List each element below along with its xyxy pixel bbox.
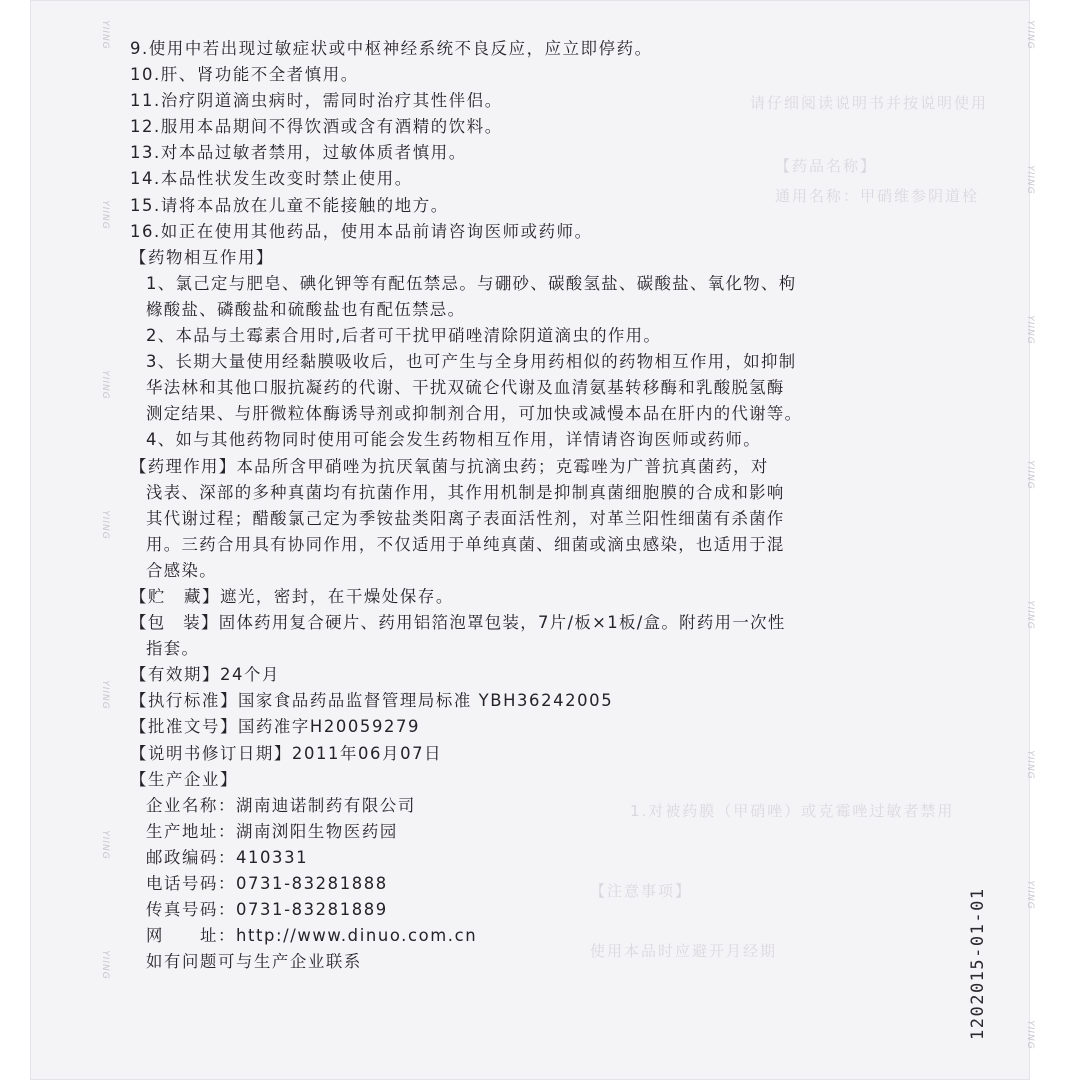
precautions-list: [130, 36, 960, 245]
packaging-line: 指套。: [146, 639, 200, 659]
show-through-text: 1.对被药膜（甲硝唑）或克霉唑过敏者禁用: [630, 802, 955, 820]
interaction-line: 3、长期大量使用经黏膜吸收后，也可产生与全身用药相似的药物相互作用，如抑制: [146, 352, 797, 372]
watermark-logo: YIING: [99, 950, 110, 980]
production-address: 生产地址：湖南浏阳生物医药园: [146, 821, 398, 841]
interaction-line: 2、本品与土霉素合用时,后者可干扰甲硝唑清除阴道滴虫的作用。: [146, 326, 662, 346]
precaution-item: 15.请将本品放在儿童不能接触的地方。: [130, 195, 449, 215]
pharmacology-line: 【药理作用】本品所含甲硝唑为抗厌氧菌与抗滴虫药；克霉唑为广普抗真菌药，对: [130, 456, 769, 476]
watermark-logo: YIING: [1024, 165, 1035, 195]
watermark-logo: YIING: [99, 200, 110, 230]
show-through-text: 【注意事项】: [590, 882, 693, 900]
precaution-item: 16.如正在使用其他药品，使用本品前请咨询医师或药师。: [130, 221, 593, 241]
watermark-logo: YIING: [1024, 1020, 1035, 1050]
fax-number: 传真号码：0731-83281889: [146, 900, 388, 920]
precaution-item: 11.治疗阴道滴虫病时，需同时治疗其性伴侣。: [130, 91, 503, 111]
show-through-text: 使用本品时应避开月经期: [590, 942, 778, 960]
watermark-logo: YIING: [1024, 20, 1035, 50]
leaflet-text: [130, 36, 960, 975]
approval-line: 【批准文号】国药准字H20059279: [130, 717, 421, 737]
website: 网 址：http://www.dinuo.com.cn: [146, 926, 478, 946]
show-through-text: 【药品名称】: [775, 157, 878, 175]
watermark-logo: YIING: [99, 370, 110, 400]
interaction-line: 4、如与其他药物同时使用可能会发生药物相互作用，详情请咨询医师或药师。: [146, 430, 761, 450]
watermark-logo: YIING: [99, 510, 110, 540]
phone-number: 电话号码：0731-83281888: [146, 874, 388, 893]
precaution-item: 12.服用本品期间不得饮酒或含有酒精的饮料。: [130, 117, 503, 137]
watermark-logo: YIING: [1024, 315, 1035, 345]
watermark-logo: YIING: [1024, 600, 1035, 630]
precaution-item: 14.本品性状发生改变时禁止使用。: [130, 169, 413, 189]
pharmacology-line: 浅表、深部的多种真菌均有抗菌作用，其作用机制是抑制真菌细胞膜的合成和影响: [146, 482, 785, 502]
watermark-logo: YIING: [99, 20, 110, 50]
watermark-logo: YIING: [1024, 460, 1035, 490]
postcode: 邮政编码：410331: [146, 847, 309, 867]
print-batch-code: 1202015-01-01: [968, 887, 988, 1040]
validity-line: 【有效期】24个月: [130, 665, 280, 685]
revision-date-line: 【说明书修订日期】2011年06月07日: [130, 743, 443, 763]
interactions-section: [130, 245, 960, 454]
interaction-line: 华法林和其他口服抗凝药的代谢、干扰双硫仑代谢及血清氨基转移酶和乳酸脱氢酶: [146, 378, 785, 398]
show-through-text: 通用名称：甲硝维参阴道栓: [775, 187, 980, 205]
precaution-item: 10.肝、肾功能不全者慎用。: [130, 65, 359, 85]
contact-note: 如有问题可与生产企业联系: [146, 952, 362, 972]
pharmacology-line: 用。三药合用具有协同作用，不仅适用于单纯真菌、细菌或滴虫感染，也适用于混: [146, 534, 785, 554]
pharmacology-section: [130, 454, 960, 584]
manufacturer-details: [130, 793, 960, 976]
manufacturer-heading: 【生产企业】: [130, 769, 238, 789]
watermark-logo: YIING: [99, 830, 110, 860]
watermark-logo: YIING: [1024, 750, 1035, 780]
precaution-item: 13.对本品过敏者禁用，过敏体质者慎用。: [130, 143, 467, 163]
storage-line: 【贮 藏】遮光，密封，在干燥处保存。: [130, 586, 454, 606]
precaution-item: 9.使用中若出现过敏症状或中枢神经系统不良反应，应立即停药。: [130, 39, 653, 58]
pharmacology-line: 其代谢过程；醋酸氯己定为季铵盐类阳离子表面活性剂，对革兰阳性细菌有杀菌作: [146, 508, 785, 528]
packaging-line: 【包 装】固体药用复合硬片、药用铝箔泡罩包装，7片/板×1板/盒。附药用一次性: [130, 613, 786, 633]
packaging-section: [130, 610, 960, 662]
interaction-line: 1、氯己定与肥皂、碘化钾等有配伍禁忌。与硼砂、碳酸氢盐、碳酸盐、氧化物、枸: [146, 273, 797, 293]
interaction-line: 橼酸盐、磷酸盐和硫酸盐也有配伍禁忌。: [146, 299, 466, 319]
pharmacology-line: 合感染。: [146, 560, 217, 580]
standard-line: 【执行标准】国家食品药品监督管理局标准 YBH36242005: [130, 691, 614, 711]
watermark-logo: YIING: [1024, 880, 1035, 910]
watermark-logo: YIING: [99, 680, 110, 710]
show-through-text: 请仔细阅读说明书并按说明使用: [750, 94, 989, 112]
company-name: 企业名称：湖南迪诺制药有限公司: [146, 795, 416, 815]
section-heading: 【药物相互作用】: [130, 247, 274, 267]
interaction-line: 测定结果、与肝微粒体酶诱导剂或抑制剂合用，可加快或减慢本品在肝内的代谢等。: [146, 404, 803, 424]
